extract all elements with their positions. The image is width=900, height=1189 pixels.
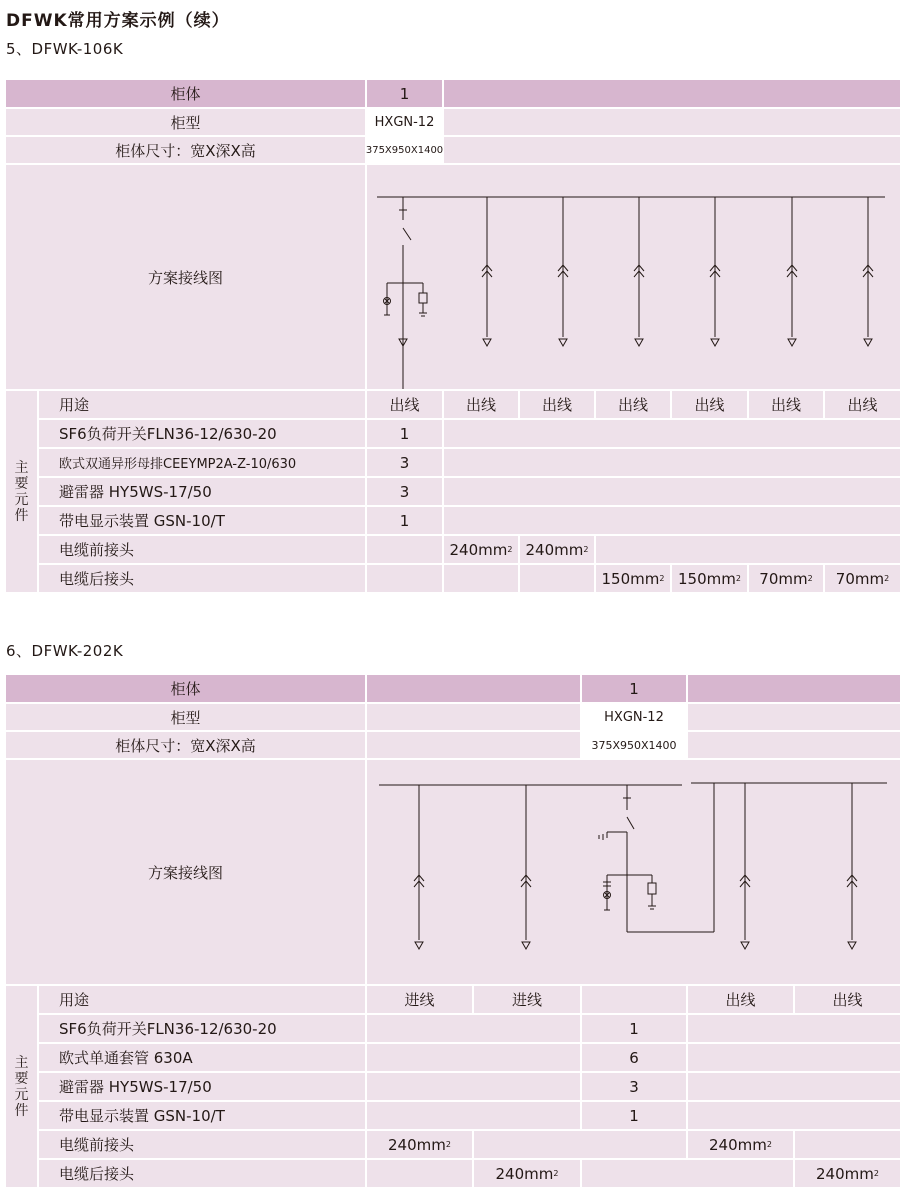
component-name: 欧式双通异形母排CEEYMP2A-Z-10/630 [39, 449, 365, 476]
scheme-table-1 [6, 80, 900, 592]
cabinet-label: 柜体 [6, 80, 365, 107]
usage-cell: 进线 [367, 986, 472, 1013]
rear-connector-cell: 150mm 2 [672, 565, 747, 592]
component-blank [444, 507, 900, 534]
rear-connector-label: 电缆后接头 [39, 565, 365, 592]
feeder-lines [482, 197, 873, 346]
cabinet-blank [444, 80, 900, 107]
component-blank [367, 1044, 580, 1071]
rear-connector-blank [367, 1160, 472, 1187]
front-connector-blank [474, 1131, 686, 1158]
wiring-diagram-1 [367, 165, 900, 389]
model-blank [688, 704, 900, 730]
front-connector-cell: 240mm 2 [444, 536, 518, 563]
component-qty: 3 [367, 449, 442, 476]
rear-connector-label: 电缆后接头 [39, 1160, 365, 1187]
front-connector-blank [795, 1131, 900, 1158]
front-connector-blank [596, 536, 900, 563]
usage-cell: 出线 [688, 986, 793, 1013]
component-name: 带电显示装置 GSN-10/T [39, 1102, 365, 1129]
front-connector-cell [367, 536, 442, 563]
component-blank [367, 1015, 580, 1042]
component-blank [688, 1102, 900, 1129]
rear-connector-cell [444, 565, 518, 592]
component-qty: 3 [367, 478, 442, 505]
cabinet-label: 柜体 [6, 675, 365, 702]
model-blank [367, 704, 580, 730]
component-qty: 1 [582, 1015, 686, 1042]
rear-connector-cell: 150mm 2 [596, 565, 670, 592]
component-blank [367, 1102, 580, 1129]
usage-cell [582, 986, 686, 1013]
component-name: SF6负荷开关FLN36-12/630-20 [39, 420, 365, 447]
cabinet-blank [367, 675, 580, 702]
size-label: 柜体尺寸：宽X深X高 [6, 732, 365, 758]
page-title: DFWK常用方案示例（续） [6, 11, 230, 31]
model-label: 柜型 [6, 704, 365, 730]
main-components-label: 主要元件 [6, 391, 37, 592]
model-label: 柜型 [6, 109, 365, 135]
model-value: HXGN-12 [582, 704, 686, 730]
component-name: 带电显示装置 GSN-10/T [39, 507, 365, 534]
size-value: 375X950X1400 [582, 732, 686, 758]
cabinet-blank [688, 675, 900, 702]
usage-cell: 出线 [795, 986, 900, 1013]
size-label: 柜体尺寸：宽X深X高 [6, 137, 365, 163]
model-blank [444, 109, 900, 135]
component-blank [444, 420, 900, 447]
front-connector-cell: 240mm 2 [688, 1131, 793, 1158]
front-connector-cell: 240mm 2 [520, 536, 594, 563]
front-connector-label: 电缆前接头 [39, 536, 365, 563]
component-name: 避雷器 HY5WS-17/50 [39, 1073, 365, 1100]
usage-cell: 出线 [596, 391, 670, 418]
front-connector-cell: 240mm 2 [367, 1131, 472, 1158]
size-value: 375X950X1400 [367, 137, 442, 163]
component-blank [688, 1015, 900, 1042]
usage-label: 用途 [39, 391, 365, 418]
diagram-label: 方案接线图 [6, 760, 365, 984]
section-heading-1: 5、DFWK-106K [6, 40, 124, 58]
component-blank [444, 478, 900, 505]
usage-cell: 出线 [825, 391, 900, 418]
component-blank [367, 1073, 580, 1100]
cabinet-number: 1 [367, 80, 442, 107]
section-heading-2: 6、DFWK-202K [6, 642, 124, 660]
component-qty: 1 [367, 420, 442, 447]
wiring-diagram-2 [367, 760, 900, 984]
component-qty: 6 [582, 1044, 686, 1071]
main-components-label: 主要元件 [6, 986, 37, 1187]
usage-cell: 出线 [520, 391, 594, 418]
rear-connector-cell: 70mm 2 [749, 565, 823, 592]
component-name: 避雷器 HY5WS-17/50 [39, 478, 365, 505]
rear-connector-cell [520, 565, 594, 592]
diagram-label: 方案接线图 [6, 165, 365, 389]
component-qty: 1 [367, 507, 442, 534]
cabinet-number: 1 [582, 675, 686, 702]
component-blank [444, 449, 900, 476]
scheme-table-2 [6, 675, 900, 1187]
rear-connector-cell [367, 565, 442, 592]
usage-label: 用途 [39, 986, 365, 1013]
component-name: SF6负荷开关FLN36-12/630-20 [39, 1015, 365, 1042]
component-qty: 1 [582, 1102, 686, 1129]
front-connector-label: 电缆前接头 [39, 1131, 365, 1158]
component-name: 欧式单通套管 630A [39, 1044, 365, 1071]
component-blank [688, 1073, 900, 1100]
size-blank [688, 732, 900, 758]
usage-cell: 出线 [749, 391, 823, 418]
usage-cell: 出线 [444, 391, 518, 418]
rear-connector-cell: 240mm 2 [474, 1160, 580, 1187]
rear-connector-blank [582, 1160, 793, 1187]
component-qty: 3 [582, 1073, 686, 1100]
model-value: HXGN-12 [367, 109, 442, 135]
usage-cell: 出线 [672, 391, 747, 418]
rear-connector-cell: 240mm 2 [795, 1160, 900, 1187]
usage-cell: 进线 [474, 986, 580, 1013]
usage-cell: 出线 [367, 391, 442, 418]
size-blank [444, 137, 900, 163]
size-blank [367, 732, 580, 758]
rear-connector-cell: 70mm 2 [825, 565, 900, 592]
component-blank [688, 1044, 900, 1071]
